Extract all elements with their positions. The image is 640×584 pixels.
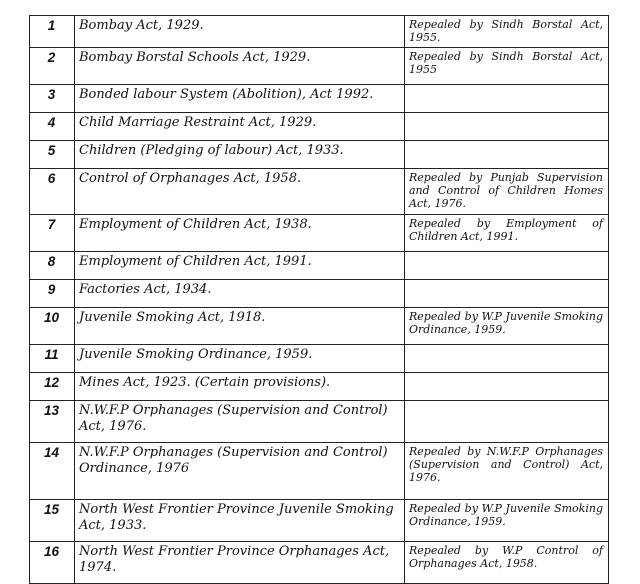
act-title: Child Marriage Restraint Act, 1929.: [75, 113, 405, 141]
table-row: [30, 345, 609, 373]
table-row: [30, 280, 609, 308]
act-title: N.W.F.P Orphanages (Supervision and Control) Ordinance, 1976: [75, 443, 405, 500]
row-number: 3: [30, 85, 75, 113]
act-title: Employment of Children Act, 1938.: [75, 215, 405, 252]
table-row: [30, 16, 609, 48]
row-number: 5: [30, 141, 75, 169]
act-title: Juvenile Smoking Act, 1918.: [75, 308, 405, 345]
row-number: 10: [30, 308, 75, 345]
repeal-note: Repealed by Employment of Children Act, 1991.: [405, 215, 609, 252]
row-number: 1: [30, 16, 75, 48]
row-number: 12: [30, 373, 75, 401]
row-number: 15: [30, 500, 75, 542]
repeal-note: [405, 345, 609, 373]
act-title: Bombay Act, 1929.: [75, 16, 405, 48]
row-number: 2: [30, 48, 75, 85]
act-title: Control of Orphanages Act, 1958.: [75, 169, 405, 215]
repeal-note: Repealed by N.W.F.P Orphanages (Supervision and Control) Act, 1976.: [405, 443, 609, 500]
act-title: Factories Act, 1934.: [75, 280, 405, 308]
act-title: Juvenile Smoking Ordinance, 1959.: [75, 345, 405, 373]
repeal-note: [405, 401, 609, 443]
table-row: [30, 500, 609, 542]
act-title: North West Frontier Province Juvenile Smoking Act, 1933.: [75, 500, 405, 542]
row-number: 16: [30, 542, 75, 584]
repeal-note: Repealed by W.P Juvenile Smoking Ordinance, 1959.: [405, 308, 609, 345]
repeal-note: [405, 280, 609, 308]
row-number: 9: [30, 280, 75, 308]
table-row: [30, 542, 609, 584]
table-row: [30, 215, 609, 252]
act-title: North West Frontier Province Orphanages Act, 1974.: [75, 542, 405, 584]
row-number: 7: [30, 215, 75, 252]
row-number: 11: [30, 345, 75, 373]
table-row: [30, 252, 609, 280]
table-row: [30, 308, 609, 345]
repeal-note: Repealed by Punjab Supervision and Control of Children Homes Act, 1976.: [405, 169, 609, 215]
act-title: Children (Pledging of labour) Act, 1933.: [75, 141, 405, 169]
laws-table: [29, 15, 609, 584]
repeal-note: [405, 373, 609, 401]
act-title: Mines Act, 1923. (Certain provisions).: [75, 373, 405, 401]
row-number: 14: [30, 443, 75, 500]
act-title: N.W.F.P Orphanages (Supervision and Control) Act, 1976.: [75, 401, 405, 443]
table-row: [30, 48, 609, 85]
row-number: 13: [30, 401, 75, 443]
repeal-note: [405, 113, 609, 141]
row-number: 4: [30, 113, 75, 141]
act-title: Employment of Children Act, 1991.: [75, 252, 405, 280]
repeal-note: Repealed by W.P Juvenile Smoking Ordinance, 1959.: [405, 500, 609, 542]
repeal-note: Repealed by Sindh Borstal Act, 1955.: [405, 16, 609, 48]
table-row: [30, 169, 609, 215]
act-title: Bonded labour System (Abolition), Act 1992.: [75, 85, 405, 113]
table-row: [30, 443, 609, 500]
repeal-note: Repealed by Sindh Borstal Act, 1955: [405, 48, 609, 85]
repeal-note: [405, 141, 609, 169]
row-number: 8: [30, 252, 75, 280]
repeal-note: [405, 252, 609, 280]
table-row: [30, 373, 609, 401]
row-number: 6: [30, 169, 75, 215]
table-row: [30, 85, 609, 113]
table-row: [30, 113, 609, 141]
repeal-note: Repealed by W.P Control of Orphanages Act, 1958.: [405, 542, 609, 584]
table-row: [30, 401, 609, 443]
repeal-note: [405, 85, 609, 113]
table-row: [30, 141, 609, 169]
act-title: Bombay Borstal Schools Act, 1929.: [75, 48, 405, 85]
